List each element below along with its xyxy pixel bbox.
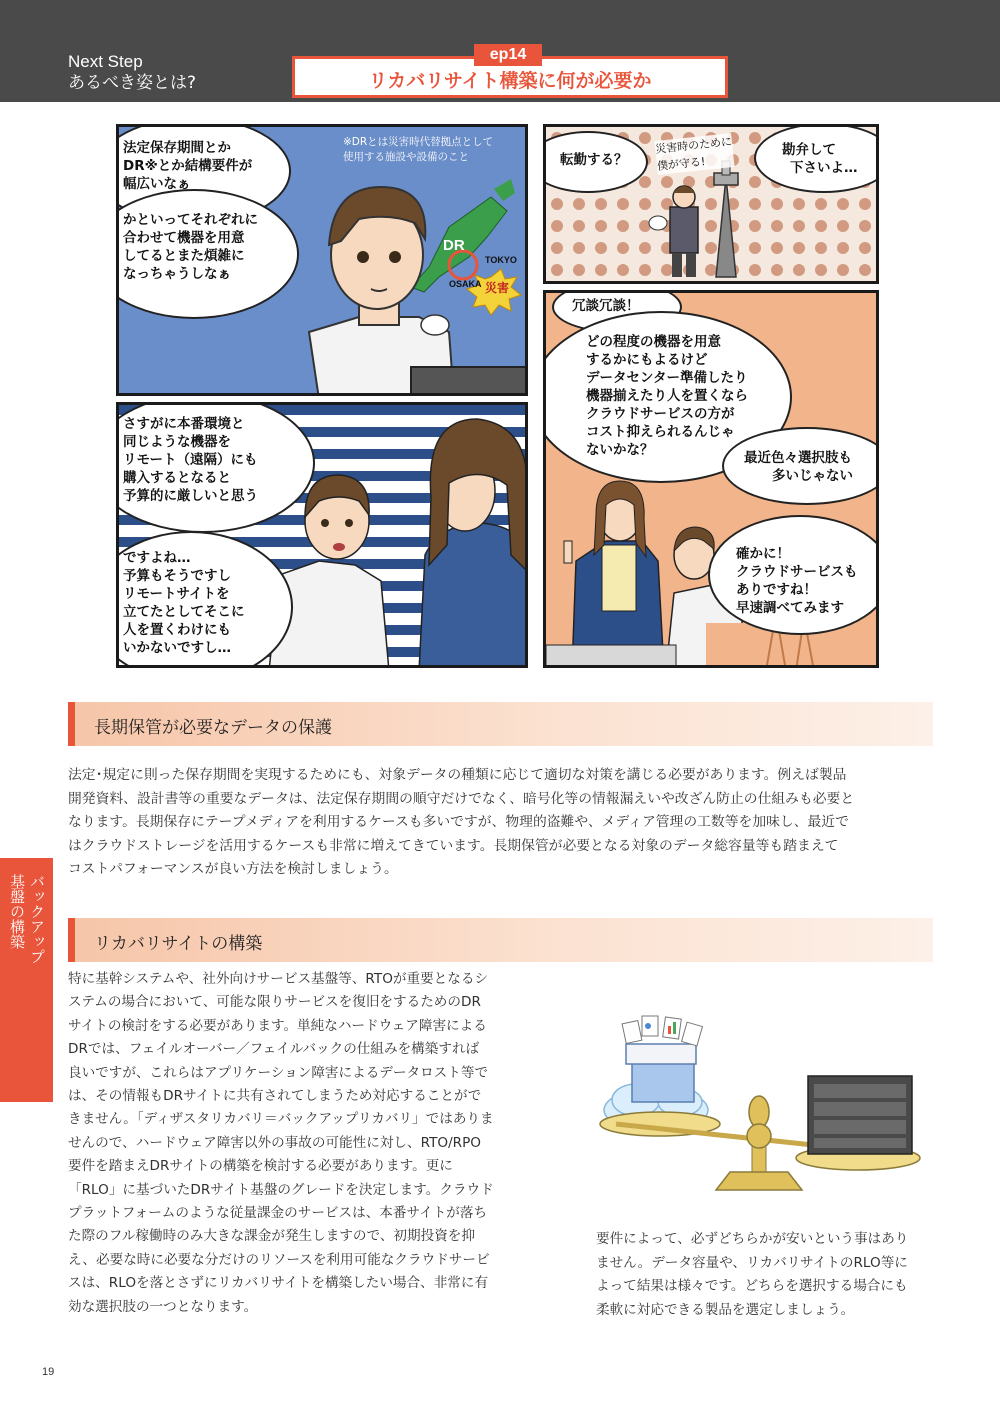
- heading-accent-bar: [68, 702, 75, 746]
- speech-text: かといってそれぞれに 合わせて機器を用意 してるとまた煩雑に なっちゃうしなぁ: [123, 212, 258, 282]
- speech-text: さすがに本番環境と 同じような機器を リモート（遠隔）にも 購入するとなると 予算的に厳しいと思う: [123, 416, 258, 504]
- episode-tag: ep14: [474, 44, 542, 66]
- dr-footnote: ※DRとは災害時代替拠点として 使用する施設や設備のこと: [343, 136, 494, 163]
- speech-text: ですよね… 予算もそうですし リモートサイトを 立てたとしてそこに 人を置くわけにも いかないですし…: [123, 550, 245, 656]
- side-tab-line1: バックアップ: [28, 874, 46, 964]
- section-heading-data-protection: [68, 702, 933, 746]
- manga-panel-3: [543, 290, 879, 668]
- speech-text: 冗談冗談！: [572, 298, 640, 314]
- section-title: リカバリサイトの構築: [94, 934, 263, 954]
- speech-text: 最近色々選択肢も 多いじゃない: [744, 450, 853, 484]
- page-number: 19: [42, 1366, 55, 1378]
- manga-panel-4: [116, 402, 528, 668]
- speech-text: 法定保存期間とか DR※とか結構要件が 幅広いなぁ: [123, 140, 253, 192]
- speech-text: 勘弁して 下さいよ…: [782, 142, 858, 176]
- map-tokyo-label: TOKYO: [485, 255, 517, 265]
- header-subtitle: あるべき姿とは?: [68, 73, 197, 93]
- map-disaster-label: 災害: [485, 281, 510, 295]
- scale-caption: 要件によって、必ずどちらかが安いという事はあり ません。データ容量や、リカバリサイトのRLO等に よって結果は様々です。どちらを選択する場合にも 柔軟に対応できる製品を選定しましょう。: [596, 1231, 909, 1318]
- speech-text: 転勤する？: [560, 152, 628, 168]
- map-dr-label: DR: [443, 237, 465, 254]
- manga-panel-1: [116, 124, 528, 396]
- map-osaka-label: OSAKA: [449, 279, 482, 289]
- manga-panel-2: [543, 124, 879, 284]
- section2-body: 特に基幹システムや、社外向けサービス基盤等、RTOが重要となるシ ステムの場合において、可能な限りサービスを復旧をするためのDR サイトの検討をする必要があります。単純なハードウェア障害による DRでは、フェイルオーバー／フェイルバックの仕組みを構築すれば 良いですが、これらはアプリケーション障害によるデータロスト等で は、その情報もDRサイトに共有されてしまうため対応することがで きません。「ディザスタリカバリ＝バックアップリカバリ」ではありま せんので、ハードウェア障害以外の事故の可能性に対し、RTO/RPO 要件を踏まえDRサイトの構築を検討する必要があります。更に 「RLO」に基づいたDRサイト基盤のグレードを決定します。クラウド プラットフォームのような従量課金のサービスは、本番サイトが落ち た際のフル稼働時のみ大きな課金が発生しますので、初期投資を抑 え、必要な時に必要な分だけのリソースを利用可能なクラウドサービ スは、RLOを落とさずにリカバリサイトを構築したい場合、非常に有 効な選択肢の一つとなります。: [68, 971, 494, 1315]
- chapter-side-tab: [0, 858, 53, 1102]
- section1-body: 法定･規定に則った保存期間を実現するためにも、対象データの種類に応じて適切な対策を講じる必要があります。例えば製品 開発資料、設計書等の重要なデータは、法定保存期間の順守だけでなく、暗号化等の情報漏えいや改ざん防止の仕組みも必要と なります。長期保存にテープメディアを利用するケースも多いですが、物理的盗難や、メディア管理の工数等を加味し、最近で はクラウドストレージを活用するケースも非常に増えてきています。長期保管が必要となる対象のデータ総容量等も踏まえて コストパフォーマンスが良い方法を検討しましょう。: [68, 767, 855, 877]
- section-heading-recovery-site: [68, 918, 933, 962]
- balance-scale-illustration: [596, 1000, 936, 1200]
- speech-text: 確かに！ クラウドサービスも ありですね！ 早速調べてみます: [736, 546, 858, 616]
- speech-text: どの程度の機器を用意 するかにもよるけど データセンター準備したり 機器揃えたり人を置くなら クラウドサービスの方が コスト抑えられるんじゃ ないかな？: [586, 334, 748, 458]
- handwritten-note: 災害時のために 僕が守る!: [654, 135, 733, 173]
- section-title: 長期保管が必要なデータの保護: [94, 718, 332, 738]
- side-tab-line2: 基盤の構築: [8, 874, 26, 949]
- heading-accent-bar: [68, 918, 75, 962]
- next-step-label: Next Step: [68, 52, 143, 71]
- episode-title: リカバリサイト構築に何が必要か: [368, 70, 652, 92]
